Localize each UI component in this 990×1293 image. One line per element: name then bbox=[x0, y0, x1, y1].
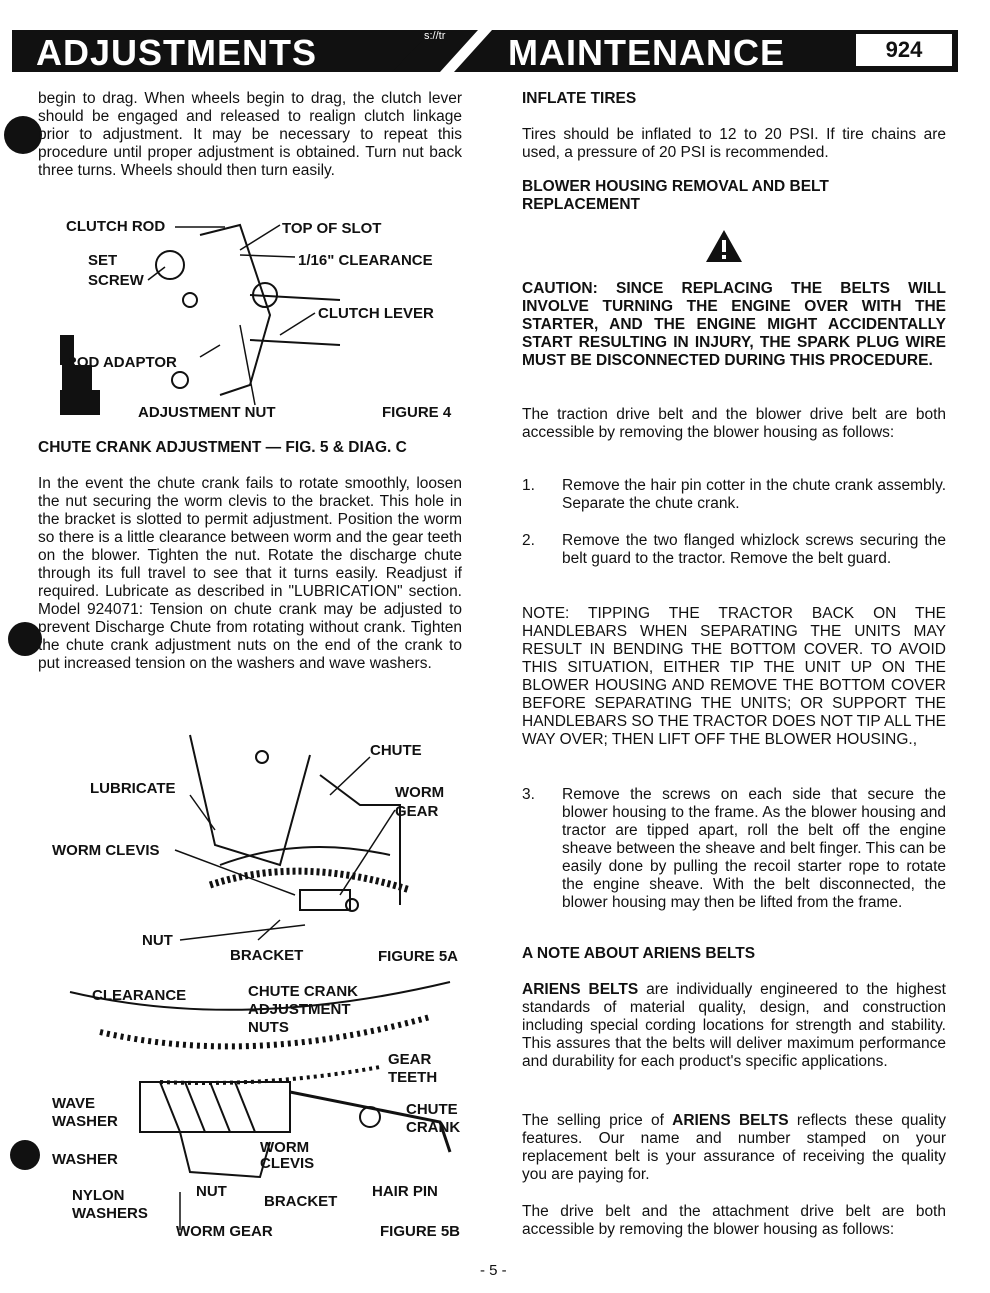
fig4-label-clearance: 1/16" CLEARANCE bbox=[298, 252, 433, 269]
step-2 bbox=[522, 532, 946, 568]
fig5b-label-washer: WASHER bbox=[52, 1113, 118, 1130]
belts-para-1-text: are individually engineered to the highest standards of material quality, design, and construction including special cording locations for strength and stability. This assures that the belts will deliver maximum performance and durability for each product's specific applications. bbox=[522, 981, 946, 1070]
inflate-heading: INFLATE TIRES bbox=[522, 90, 637, 107]
caution-text: CAUTION: SINCE REPLACING THE BELTS WILL INVOLVE TURNING THE ENGINE OVER WITH THE STARTER, AND THE ENGINE MIGHT ACCIDENTALLY START RESULTING IN INJURY, THE SPARK PLUG WIRE MUST BE DISCONNECTED DURING THIS PROCEDURE. bbox=[522, 280, 946, 369]
step-1-number: 1. bbox=[522, 477, 535, 494]
fig5a-label-nut: NUT bbox=[142, 932, 173, 949]
punch-hole-icon bbox=[10, 1140, 40, 1170]
fig4-label-adjustment-nut: ADJUSTMENT NUT bbox=[138, 404, 276, 421]
fig5b-label-chute: CHUTE bbox=[406, 1101, 458, 1118]
fig5b-label-nut: NUT bbox=[196, 1183, 227, 1200]
chute-paragraph: In the event the chute crank fails to rotate smoothly, loosen the nut securing the worm clevis to the bracket. This hole in the bracket is slotted to permit adjustment. Position the worm so there is a little clearance between worm and the gear teeth on the blower. Tighten the nut. Rotate the discharge chute through its full travel to see that it turns easily. Readjust if required. Lubricate as described in "LUBRICATION" section. Model 924071: Tension on chute crank may be adjusted to prevent Discharge Chute from rotating without crank. Tighten the chute crank adjustment nuts on the end of the crank to put increased tension on the washers and wave washers. bbox=[38, 475, 462, 672]
step-1 bbox=[522, 477, 946, 513]
fig4-label-set: SET bbox=[88, 252, 118, 269]
fig5b-label-nylon: NYLON bbox=[72, 1187, 125, 1204]
traction-paragraph: The traction drive belt and the blower drive belt are both accessible by removing the blower housing as follows: bbox=[522, 406, 946, 441]
belts-paragraph-3: The drive belt and the attachment drive belt are both accessible by removing the blower housing as follows: bbox=[522, 1203, 946, 1238]
fig5b-label-clevis: CLEVIS bbox=[260, 1155, 315, 1172]
fig5b-label-washer-2: WASHER bbox=[52, 1151, 118, 1168]
fig4-label-clutch-rod: CLUTCH ROD bbox=[66, 218, 166, 235]
header-right-title: MAINTENANCE bbox=[508, 32, 785, 73]
fig5a-label-lubricate: LUBRICATE bbox=[90, 780, 176, 797]
page-badge: 924 bbox=[854, 32, 954, 68]
figure-5b bbox=[40, 972, 470, 1242]
fig5b-label-bracket: BRACKET bbox=[264, 1193, 338, 1210]
fig5b-label-chute-crank: CHUTE CRANK bbox=[248, 983, 358, 1000]
step-2-number: 2. bbox=[522, 532, 535, 549]
fig5b-label-nuts: NUTS bbox=[248, 1019, 289, 1036]
note-text: NOTE: TIPPING THE TRACTOR BACK ON THE HANDLEBARS WHEN SEPARATING THE UNITS MAY RESULT IN BENDING THE BOTTOM COVER. TO AVOID THIS SITUATION, EITHER TIP THE UNIT UP ON THE BLOWER HOUSING AND REMOVE THE BOTTOM COVER BEFORE SEPARATING THE UNITS; OR SUPPORT THE HANDLEBARS SO THE TRACTOR DOES NOT TIP ALL THE WAY OVER; THEN LIFT OFF THE BLOWER HOUSING., bbox=[522, 605, 946, 748]
belts-para-2b: reflects these quality features. Our name and number stamped on your replacement belt is your assurance of receiving the quality you are paying for. bbox=[522, 1112, 947, 1183]
belts-bold-2: ARIENS BELTS bbox=[672, 1112, 789, 1129]
fig5b-label-gear: GEAR bbox=[388, 1051, 432, 1068]
url-fragment: s://tr bbox=[424, 30, 446, 42]
punch-hole-icon bbox=[8, 622, 42, 656]
fig5a-label-worm-clevis: WORM CLEVIS bbox=[52, 842, 160, 859]
header-banner bbox=[12, 30, 958, 72]
intro-paragraph: begin to drag. When wheels begin to drag, the clutch lever should be engaged and released to realign clutch linkage prior to adjustment. It may be necessary to repeat this procedure until proper adjustment is obtained. Turn nut back three turns. Wheels should then turn easily. bbox=[38, 90, 462, 179]
fig5b-label-teeth: TEETH bbox=[388, 1069, 438, 1086]
fig5b-label-crank: CRANK bbox=[406, 1119, 461, 1136]
fig5a-label-gear: GEAR bbox=[395, 803, 439, 820]
fig4-label-top-of-slot: TOP OF SLOT bbox=[282, 220, 382, 237]
fig4-label-rod-adaptor: ROD ADAPTOR bbox=[66, 354, 177, 371]
step-3 bbox=[522, 786, 946, 912]
blower-heading: BLOWER HOUSING REMOVAL AND BELT REPLACEMENT bbox=[522, 178, 829, 213]
fig5b-label-washers: WASHERS bbox=[72, 1205, 148, 1222]
figure-5a bbox=[40, 725, 470, 965]
belts-paragraph-2 bbox=[522, 1112, 946, 1184]
step-2-text: Remove the two flanged whizlock screws securing the belt guard to the tractor. Remove the belt guard. bbox=[562, 532, 946, 567]
page-number: - 5 - bbox=[480, 1262, 507, 1279]
fig5b-label-adjustment: ADJUSTMENT bbox=[248, 1001, 351, 1018]
warning-triangle-icon bbox=[704, 228, 744, 264]
fig5b-label-wave: WAVE bbox=[52, 1095, 96, 1112]
step-3-text: Remove the screws on each side that secure the blower housing to the frame. As the blower housing and tractor are tipped apart, roll the belt off the engine sheave between the sheave and belt finger. This can be easily done by pulling the recoil starter rope to rotate the engine sheave. With the belt disconnected, the blower housing may then be lifted from the frame. bbox=[562, 786, 946, 911]
belts-paragraph-1 bbox=[522, 981, 946, 1071]
figure-4-caption: FIGURE 4 bbox=[382, 404, 452, 421]
step-3-number: 3. bbox=[522, 786, 535, 803]
figure-4 bbox=[40, 205, 470, 425]
figure-5a-caption: FIGURE 5A bbox=[378, 948, 459, 965]
fig4-label-clutch-lever: CLUTCH LEVER bbox=[318, 305, 434, 322]
fig5a-label-chute: CHUTE bbox=[370, 742, 422, 759]
fig4-label-screw: SCREW bbox=[88, 272, 144, 289]
belts-para-2a: The selling price of bbox=[522, 1112, 673, 1129]
figure-5b-caption: FIGURE 5B bbox=[380, 1223, 461, 1240]
fig5b-label-worm-gear: WORM GEAR bbox=[176, 1223, 273, 1240]
belts-heading: A NOTE ABOUT ARIENS BELTS bbox=[522, 945, 756, 962]
fig5a-label-bracket: BRACKET bbox=[230, 947, 304, 964]
fig5b-label-clearance: CLEARANCE bbox=[92, 987, 187, 1004]
fig5b-label-hair-pin: HAIR PIN bbox=[372, 1183, 438, 1200]
punch-hole-icon bbox=[4, 116, 42, 154]
inflate-paragraph: Tires should be inflated to 12 to 20 PSI. If tire chains are used, a pressure of 20 PSI is recommended. bbox=[522, 126, 946, 161]
belts-bold-1: ARIENS BELTS bbox=[522, 981, 639, 998]
header-left-title: ADJUSTMENTS bbox=[36, 32, 318, 73]
chute-heading: CHUTE CRANK ADJUSTMENT — FIG. 5 & DIAG. C bbox=[38, 439, 407, 456]
banner-slant-icon bbox=[392, 30, 512, 72]
fig5a-label-worm: WORM bbox=[395, 784, 445, 801]
fig5b-label-worm: WORM bbox=[260, 1139, 310, 1156]
step-1-text: Remove the hair pin cotter in the chute crank assembly. Separate the chute crank. bbox=[562, 477, 946, 512]
